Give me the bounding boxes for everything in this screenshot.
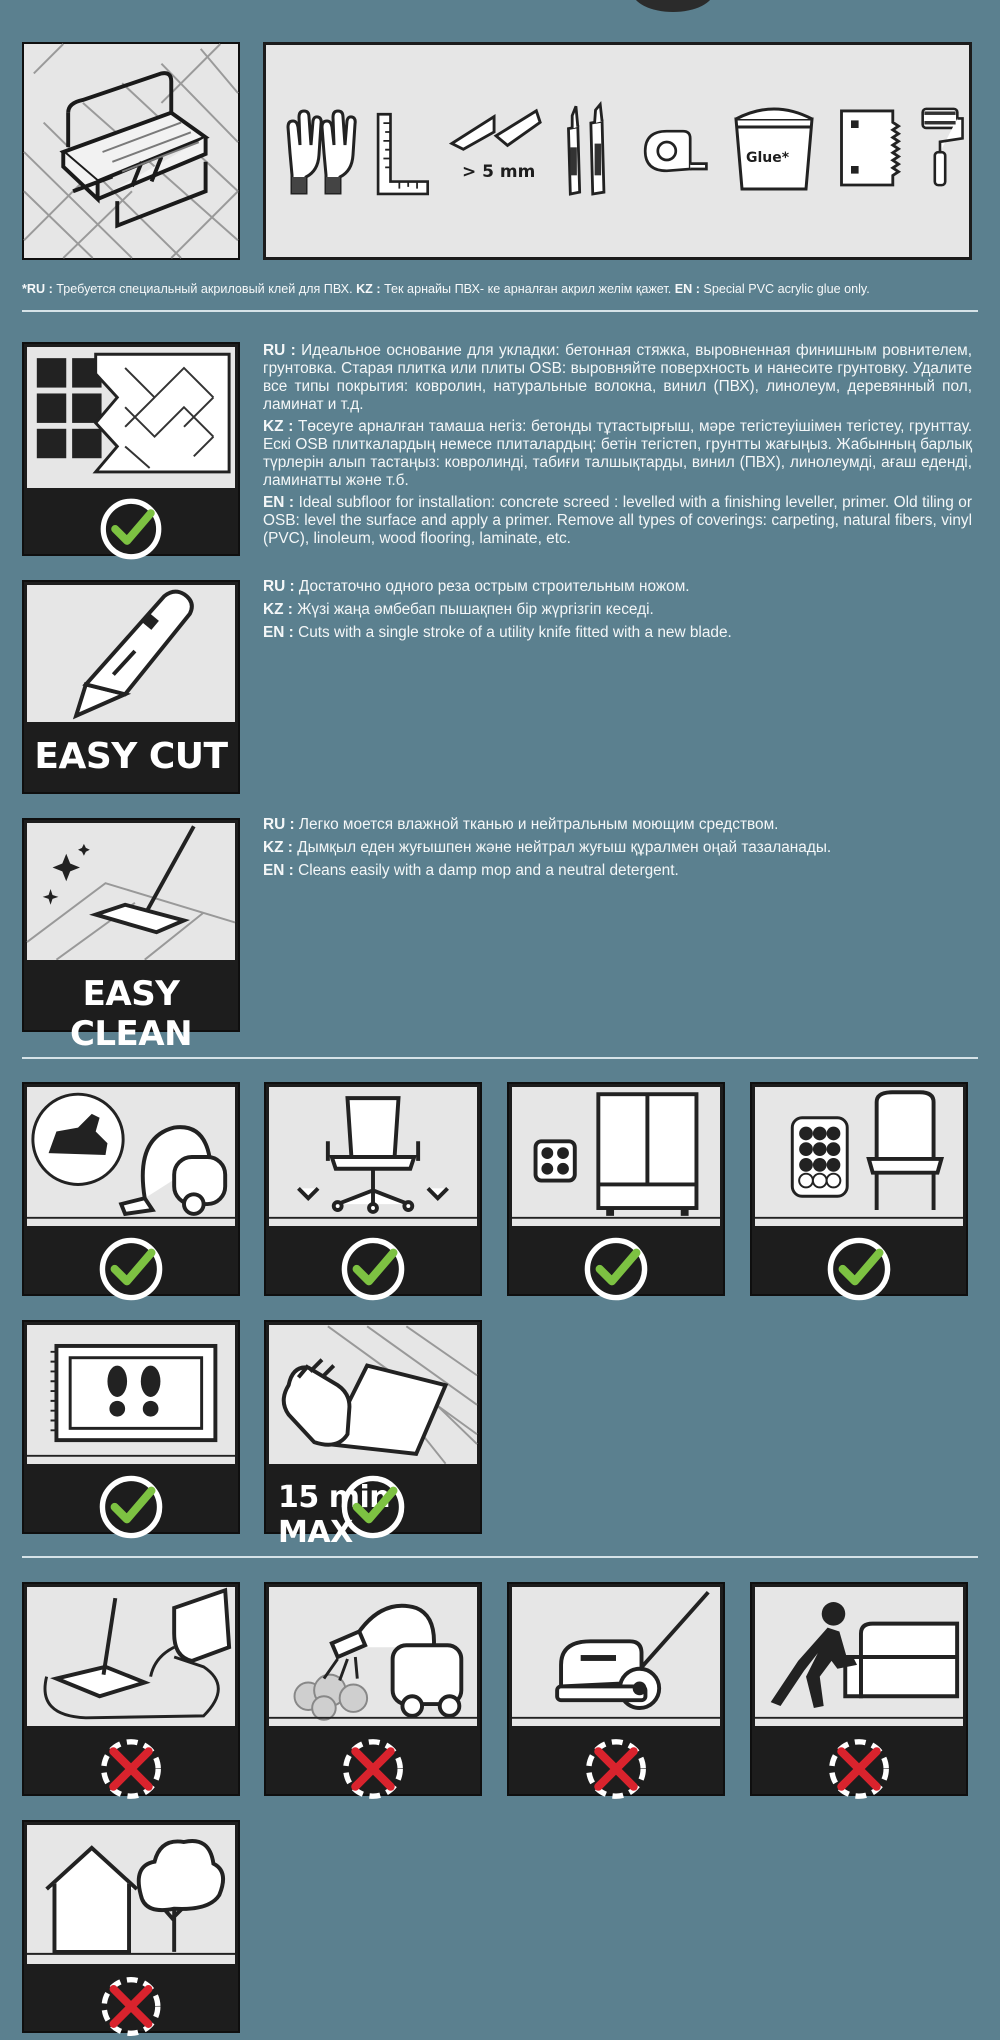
top-edge-shape (632, 0, 714, 12)
bucket-spill-mop-illustration (27, 1587, 235, 1727)
subfloor-tile (22, 342, 240, 556)
easy-cut-text-kz: KZ : Жүзі жаңа әмбебап пышақпен бір жүргізгіп кеседі. (263, 601, 654, 618)
check-icon (752, 1235, 966, 1303)
tape-measure-icon (638, 123, 710, 179)
office-chair-illustration (269, 1087, 477, 1227)
pushing-sofa-illustration (755, 1587, 963, 1727)
vacuum-allowed-tile (22, 1082, 240, 1296)
furniture-allowed-tile (507, 1082, 725, 1296)
cross-icon (24, 1735, 238, 1803)
spacer-wedges-icon (448, 107, 544, 155)
floor-sander-illustration (512, 1587, 720, 1727)
subfloor-text (263, 342, 972, 548)
max-time-label: 15 min MAX (278, 1480, 391, 1550)
subfloor-text-ru: RU : Идеальное основание для укладки: бетонная стяжка, выровненная финишным ровнителем, грунтовка. Старая плитка или плиты OSB: выровняйте поверхность и нанесите грунтовку. Удалите все типы покрытия: ковролин, натуральные волокна, винил (ПВХ), линолеум, деревянный пол, ламинат и т.д. (263, 342, 972, 413)
gloves-icon (284, 105, 364, 205)
easy-clean-text-ru: RU : Легко моется влажной тканью и нейтральным моющим средством. (263, 816, 779, 833)
spacer-size-label: > 5 mm (462, 162, 536, 182)
easy-cut-label: EASY CUT (34, 736, 228, 777)
hand-wiping-illustration (269, 1325, 477, 1465)
doormat-footprints-illustration (27, 1325, 235, 1465)
check-icon (509, 1235, 723, 1303)
check-icon (266, 1473, 480, 1541)
chair-felt-pads-illustration (755, 1087, 963, 1227)
easy-cut-text-ru: RU : Достаточно одного реза острым строительным ножом. (263, 578, 690, 595)
check-icon (266, 1235, 480, 1303)
outdoor-prohibited-tile (22, 1820, 240, 2033)
carpenter-square-icon (371, 105, 433, 205)
vacuum-cleaner-illustration (27, 1087, 235, 1227)
glue-bucket-icon (724, 97, 824, 197)
subfloor-text-kz: KZ : Төсеуге арналған тамаша негіз: бетонды тұтастырғыш, мәре тегістеуішімен тегістеу, грунттау. Ескі OSB плиткалардың немесе плиталардың: бетін тегістеп, грунтты жағыңыз. Жабынның барлық түрлерін алып тастаңыз: ковролинді, табиғи талшықтарды, винил (ПВХ), линолеумді, ағаш еденді, ламинатты және т.б. (263, 418, 972, 489)
section-divider (22, 1057, 978, 1059)
sander-prohibited-tile (507, 1582, 725, 1796)
check-icon (24, 1235, 238, 1303)
utility-knives-icon (561, 97, 617, 207)
easy-clean-tile (22, 818, 240, 1054)
easy-clean-text-en: EN : Cleans easily with a damp mop and a neutral detergent. (263, 862, 679, 879)
check-icon (24, 496, 238, 562)
glue-note: *RU : Требуется специальный акриловый клей для ПВХ. KZ : Тек арнайы ПВХ- ке арналған акрил желім қажет. EN : Special PVC acrylic glue only. (22, 282, 870, 296)
section-divider (22, 1556, 978, 1558)
cross-icon (24, 1973, 238, 2040)
easy-clean-label: EASY CLEAN (69, 974, 193, 1054)
chair-pads-allowed-tile (750, 1082, 968, 1296)
section-divider (22, 310, 978, 312)
check-icon (24, 1473, 238, 1541)
easy-clean-text-kz: KZ : Дымқыл еден жуғышпен және нейтрал жуғыш құралмен оңай тазаланады. (263, 839, 832, 856)
utility-knife-illustration (27, 585, 235, 723)
steam-cleaner-illustration (269, 1587, 477, 1727)
subfloor-tiles-illustration (27, 347, 235, 489)
cross-icon (266, 1735, 480, 1803)
easy-cut-text-en: EN : Cuts with a single stroke of a utility knife fitted with a new blade. (263, 624, 732, 641)
wipe-spill-tile (264, 1320, 482, 1550)
glue-label: Glue* (746, 150, 790, 166)
wardrobe-furniture-illustration (512, 1087, 720, 1227)
water-prohibited-tile (22, 1582, 240, 1796)
easy-cut-tile (22, 580, 240, 794)
house-tree-outdoor-illustration (27, 1825, 235, 1965)
tools-panel (263, 42, 972, 260)
paint-roller-icon (914, 97, 966, 197)
flooring-installation-illustration (24, 44, 238, 258)
mop-cleaning-illustration (27, 823, 235, 961)
cross-icon (752, 1735, 966, 1803)
notched-trowel-icon (832, 97, 908, 197)
drag-furniture-prohibited-tile (750, 1582, 968, 1796)
office-chair-allowed-tile (264, 1082, 482, 1296)
cross-icon (509, 1735, 723, 1803)
installation-tile (22, 42, 240, 260)
doormat-allowed-tile (22, 1320, 240, 1534)
subfloor-text-en: EN : Ideal subfloor for installation: concrete screed : levelled with a finishing leveller, primer. Old tiling or OSB: level the surface and apply a primer. Remove all types of coverings: carpeting, natural fibers, vinyl (PVC), linoleum, wood flooring, laminate, etc. (263, 494, 972, 547)
steam-prohibited-tile (264, 1582, 482, 1796)
